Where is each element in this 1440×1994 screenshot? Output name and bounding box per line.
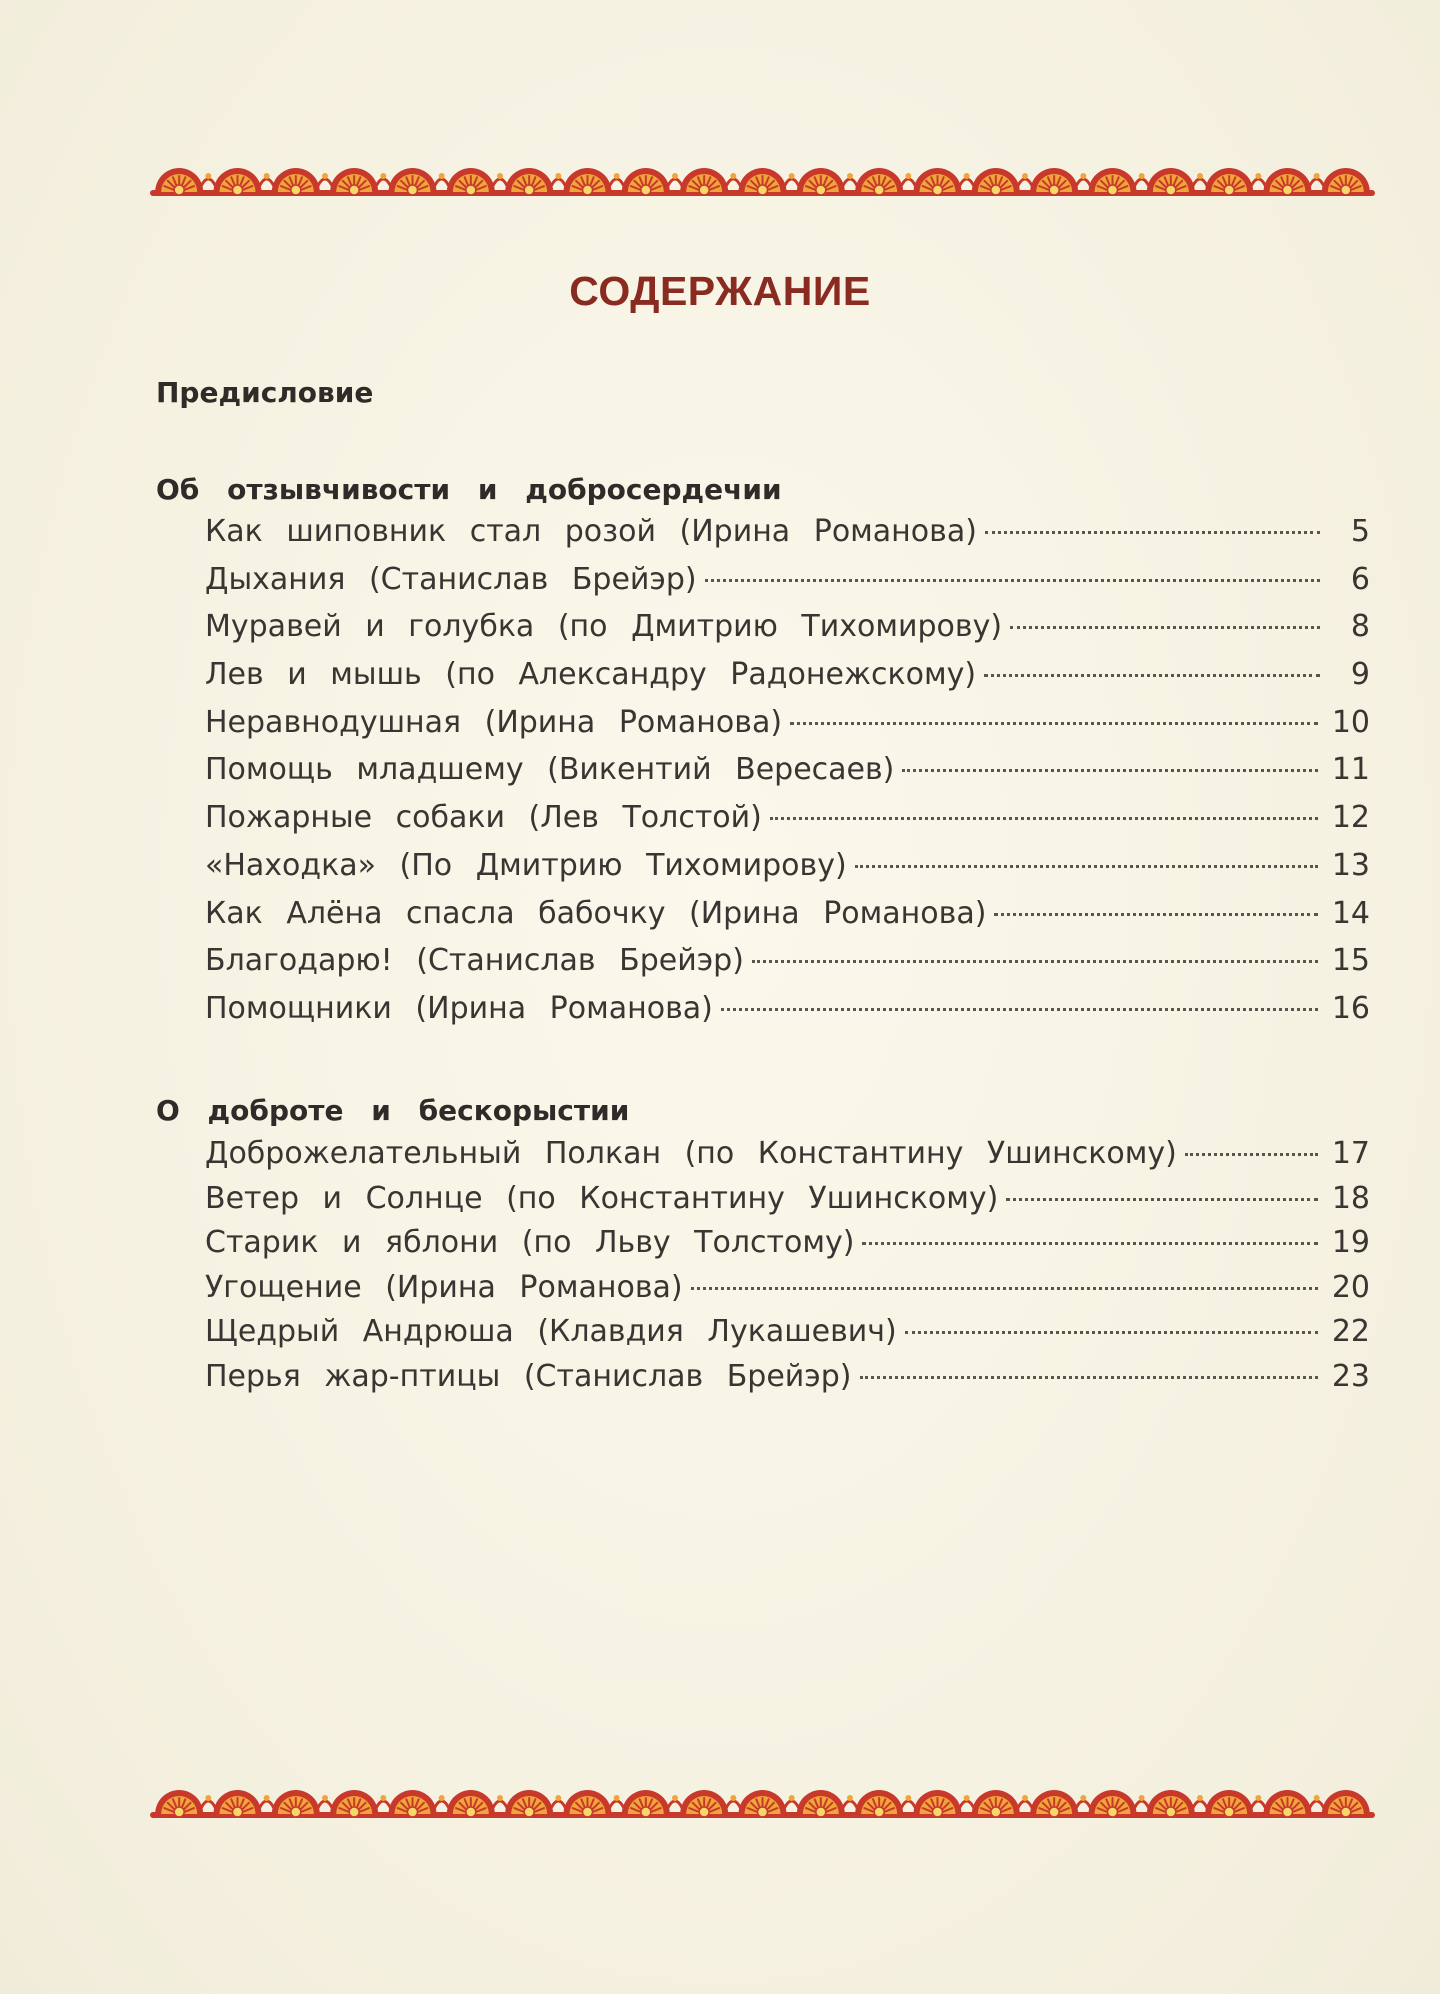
dot-leader [862,1242,1317,1245]
toc-entry[interactable] [205,657,1370,705]
toc-entry[interactable] [205,848,1370,896]
entry-title: Пожарные собаки (Лев Толстой) [205,800,762,836]
page-number: 13 [1331,847,1370,883]
entry-title: Перья жар-птицы (Станислав Брейэр) [205,1358,852,1394]
entry-title: Муравей и голубка (по Дмитрию Тихомирову) [205,609,1003,645]
entry-title: Доброжелательный Полкан (по Константину Ушинскому) [205,1136,1177,1171]
dot-leader [994,913,1317,916]
toc-entry[interactable] [205,1225,1370,1270]
page-number: 8 [1350,609,1370,645]
toc-entry[interactable] [205,609,1370,657]
page-number: 11 [1331,752,1370,788]
page-number: 12 [1331,800,1370,836]
toc-entry[interactable] [205,1359,1370,1404]
toc-list-section-1 [205,514,1370,1039]
page-number: 14 [1331,895,1370,931]
toc-list-section-2 [205,1136,1370,1404]
palmette-border-ornament-top [150,146,1375,202]
toc-entry[interactable] [205,1136,1370,1181]
dot-leader [985,531,1320,534]
dot-leader [691,1287,1318,1290]
page-number: 15 [1331,943,1370,979]
dot-leader [1185,1153,1318,1156]
entry-title: Благодарю! (Станислав Брейэр) [205,943,744,979]
dot-leader [752,960,1318,963]
page-number: 19 [1331,1225,1370,1261]
page-number: 16 [1331,990,1370,1026]
page-number: 5 [1350,514,1370,549]
entry-title: Помощники (Ирина Романова) [205,990,713,1026]
section-heading-2: О доброте и бескорыстии [156,1094,630,1127]
entry-title: Дыхания (Станислав Брейэр) [205,561,697,597]
toc-entry[interactable] [205,1270,1370,1315]
page-number: 10 [1331,704,1370,740]
page-number: 9 [1350,657,1370,693]
page-number: 20 [1331,1269,1370,1305]
page-number: 22 [1331,1314,1370,1350]
palmette-border-ornament-bottom [150,1768,1375,1824]
page-number: 18 [1331,1180,1370,1216]
toc-entry[interactable] [205,562,1370,610]
toc-entry[interactable] [205,896,1370,944]
dot-leader [1010,626,1320,629]
toc-entry[interactable] [205,752,1370,800]
dot-leader [770,817,1318,820]
dot-leader [905,1331,1318,1334]
dot-leader [860,1376,1318,1379]
section-heading-1: Об отзывчивости и добросердечии [156,473,782,506]
entry-title: Как шиповник стал розой (Ирина Романова) [205,514,977,549]
toc-entry[interactable] [205,705,1370,753]
toc-entry[interactable] [205,1181,1370,1226]
entry-title: Лев и мышь (по Александру Радонежскому) [205,657,977,693]
entry-title: Угощение (Ирина Романова) [205,1269,683,1305]
page-number: 17 [1331,1136,1370,1171]
entry-title: Ветер и Солнце (по Константину Ушинскому) [205,1180,999,1216]
dot-leader [902,769,1317,772]
toc-entry[interactable] [205,991,1370,1039]
toc-entry[interactable] [205,514,1370,562]
foreword-heading: Предисловие [156,376,374,409]
toc-entry[interactable] [205,800,1370,848]
entry-title: Неравнодушная (Ирина Романова) [205,704,783,740]
entry-title: Старик и яблони (по Льву Толстому) [205,1225,855,1261]
toc-entry[interactable] [205,1314,1370,1359]
page-title: СОДЕРЖАНИЕ [569,268,871,314]
entry-title: Помощь младшему (Викентий Вересаев) [205,752,895,788]
page-number: 23 [1331,1358,1370,1394]
page-number: 6 [1350,561,1370,597]
dot-leader [1006,1198,1318,1201]
entry-title: Как Алёна спасла бабочку (Ирина Романова) [205,895,987,931]
dot-leader [721,1008,1318,1011]
dot-leader [705,579,1320,582]
dot-leader [790,722,1318,725]
dot-leader [855,865,1318,868]
entry-title: «Находка» (По Дмитрию Тихомирову) [205,847,847,883]
toc-entry[interactable] [205,943,1370,991]
dot-leader [984,674,1320,677]
entry-title: Щедрый Андрюша (Клавдия Лукашевич) [205,1314,897,1350]
